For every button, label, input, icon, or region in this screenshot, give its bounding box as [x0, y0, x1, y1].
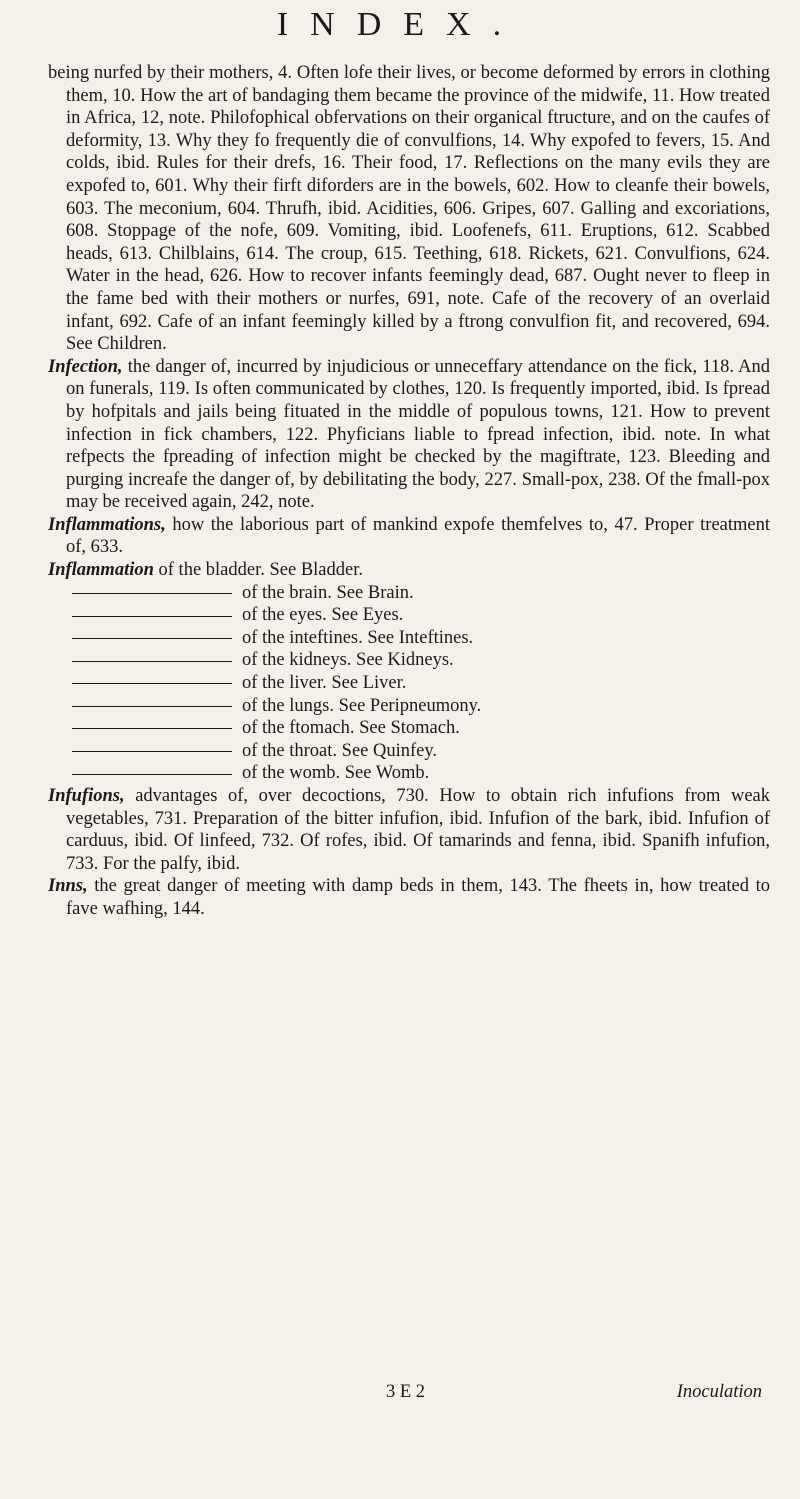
entry-head: Inflammation [48, 560, 154, 581]
ditto-rule [72, 751, 232, 752]
sub-entry: of the inteftines. See Inteftines. [48, 627, 770, 650]
catchword: Inoculation [676, 1382, 762, 1402]
index-entry [48, 514, 770, 559]
entry-body: the danger of, incurred by injudicious or unneceffary attendance on the fick, 118. And on funerals, 119. Is often communicated by clothes, 120. Is frequently imported, ibid. Is fpread by hofpitals and jails being fituated in the middle of populous towns, 121. How to prevent infection in fick chambers, 122. Phyficians liable to fpread infection, ibid. note. In what refpects the fpreading of infection might be checked by the magiftrate, 123. Bleeding and purging increafe the danger of, by debilitating the body, 227. Small-pox, 238. Of the fmall-pox may be received again, 242, note. [66, 356, 771, 513]
sub-entry: of the liver. See Liver. [48, 672, 770, 695]
ditto-rule [72, 774, 232, 775]
entry-head: Inflammations, [48, 514, 166, 535]
index-text [48, 62, 770, 921]
entry-head: Inns, [48, 876, 88, 897]
sub-entry: of the lungs. See Peripneumony. [48, 695, 770, 718]
sub-entry: of the ftomach. See Stomach. [48, 717, 770, 740]
ditto-rule [72, 706, 232, 707]
ditto-rule [72, 593, 232, 594]
index-entry [48, 875, 770, 920]
sub-entry: of the kidneys. See Kidneys. [48, 649, 770, 672]
entry-body: being nurfed by their mothers, 4. Often lofe their lives, or become deformed by errors in clothing them, 10. How the art of bandaging them became the province of the midwife, 11. How treated in Africa, 12, note. Philofophical obfervations on their organical ftructure, and on the caufes of deformity, 13. Why they fo frequently die of convulfions, 14. Why expofed to fevers, 15. And colds, ibid. Rules for their drefs, 16. Their food, 17. Reflections on the many evils they are expofed to, 601. Why their firft diforders are in the bowels, 602. How to cleanfe their bowels, 603. The meconium, 604. Thrufh, ibid. Acidities, 606. Gripes, 607. Galling and excoriations, 608. Stoppage of the nofe, 609. Vomiting, ibid. Loofenefs, 611. Eruptions, 612. Scabbed heads, 613. Chilblains, 614. The croup, 615. Teething, 618. Rickets, 621. Convulfions, 624. Water in the head, 626. How to recover infants feemingly dead, 687. Ought never to fleep in the fame bed with their mothers or nurfes, 691, note. Cafe of the recovery of an overlaid infant, 692. Cafe of an infant feemingly killed by a ftrong convulfion fit, and recovered, 694. See Children. [48, 63, 770, 355]
entry-head: Infufions, [48, 786, 125, 806]
ditto-rule [72, 728, 232, 729]
entry-body: of the bladder. See Bladder. [158, 560, 363, 581]
entry-body: advantages of, over decoctions, 730. How to obtain rich infufions from weak vegetables, 731. Preparation of the bitter infufion, ibid. Infufion of the bark, ibid. Infufion of carduus, ibid. Of linfeed, 732. Of rofes, ibid. Of tamarinds and fenna, ibid. Spanifh infufion, 733. For the palfy, ibid. [66, 786, 770, 874]
ditto-rule [72, 683, 232, 684]
entry-head: Infection, [48, 356, 123, 377]
ditto-rule [72, 661, 232, 662]
entry-body: the great danger of meeting with damp beds in them, 143. The fheets in, how treated to fave wafhing, 144. [66, 876, 770, 919]
entry-body: how the laborious part of mankind expofe themfelves to, 47. Proper treatment of, 633. [66, 514, 770, 558]
sub-entry: of the brain. See Brain. [48, 582, 770, 605]
sub-entry: of the throat. See Quinfey. [48, 740, 770, 763]
signature-mark: 3 E 2 [386, 1382, 426, 1402]
page-footer [48, 1382, 770, 1408]
sub-entry: of the eyes. See Eyes. [48, 604, 770, 627]
sub-entry: of the womb. See Womb. [48, 762, 770, 785]
index-entry [48, 356, 770, 514]
index-entry [48, 559, 770, 582]
index-entry [48, 62, 770, 356]
ditto-rule [72, 638, 232, 639]
page-title: INDEX. [276, 6, 524, 43]
index-entry [48, 785, 770, 875]
ditto-rule [72, 616, 232, 617]
